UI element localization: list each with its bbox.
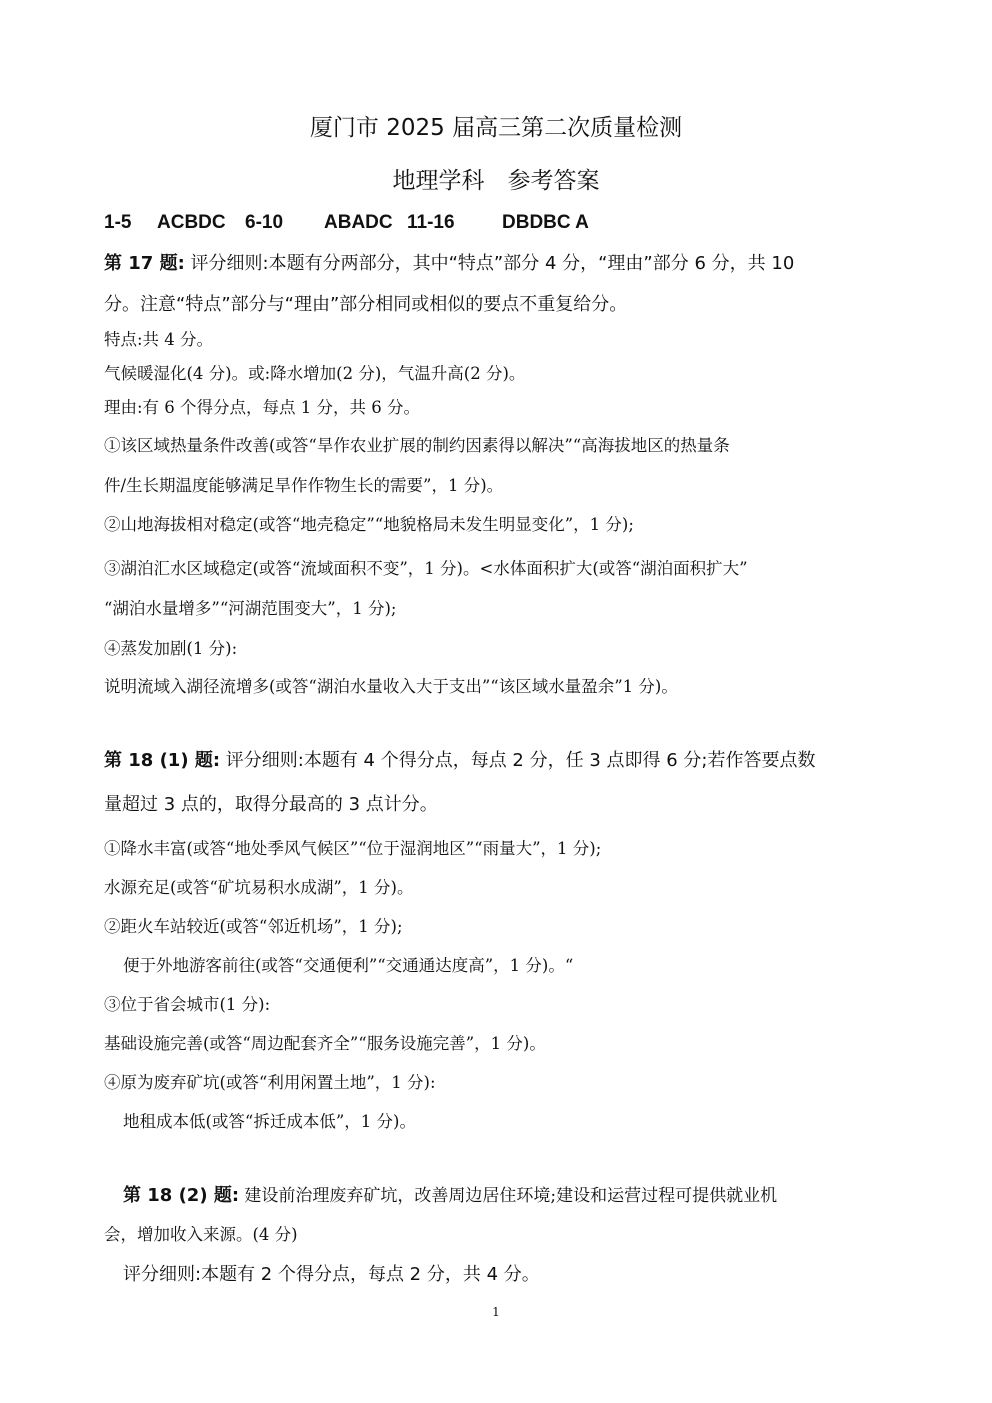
q17-reason-header: 理由:有 6 个得分点，每点 1 分，共 6 分。 (104, 398, 421, 417)
q17-point2: ②山地海拔相对稳定(或答“地壳稳定”“地貌格局未发生明显变化”，1 分); (104, 515, 634, 534)
q17-trait-header: 特点:共 4 分。 (104, 330, 214, 349)
q18-2-answer-line1 (123, 1187, 777, 1205)
q18-1-rubric-text: 评分细则:本题有 4 个得分点，每点 2 分，任 3 点即得 6 分;若作答要点数 (220, 750, 816, 771)
page-number: 1 (492, 1305, 500, 1319)
q18-2-rubric: 评分细则:本题有 2 个得分点，每点 2 分，共 4 分。 (123, 1264, 540, 1285)
q18-2-answer-text: 建设前治理废弃矿坑，改善周边居住环境;建设和运营过程可提供就业机 (239, 1186, 778, 1206)
answer-range-1: 1-5 (104, 212, 132, 233)
q17-label: 第 17 题: (104, 253, 185, 274)
q18-2-answer-line2: 会，增加收入来源。(4 分) (104, 1225, 298, 1244)
page-title: 厦门市 2025 届高三第二次质量检测 (309, 115, 683, 141)
q17-trait-answer: 气候暖湿化(4 分)。或:降水增加(2 分)，气温升高(2 分)。 (104, 364, 526, 383)
q18-1-point2-detail: 便于外地游客前往(或答“交通便利”“交通通达度高”，1 分)。“ (123, 956, 574, 975)
q18-1-point2: ②距火车站较近(或答“邻近机场”，1 分); (104, 917, 403, 936)
q17-point1-line2: 件/生长期温度能够满足旱作作物生长的需要”，1 分)。 (104, 476, 504, 495)
q17-point4-detail: 说明流域入湖径流增多(或答“湖泊水量收入大于支出”“该区域水量盈余”1 分)。 (104, 677, 678, 696)
answer-range-3: 11-16 (407, 212, 455, 233)
q17-rubric-line1 (104, 255, 794, 273)
answer-keys-1: ACBDC (157, 212, 226, 233)
q18-1-point3: ③位于省会城市(1 分): (104, 995, 271, 1014)
q18-1-rubric-line2: 量超过 3 点的，取得分最高的 3 点计分。 (104, 794, 438, 815)
q18-1-point3-detail: 基础设施完善(或答“周边配套齐全”“服务设施完善”，1 分)。 (104, 1034, 546, 1053)
q17-point3-line2: “湖泊水量增多”“河湖范围变大”，1 分); (104, 599, 397, 618)
page-subtitle: 地理学科 参考答案 (392, 168, 600, 194)
answer-keys-2: ABADC (324, 212, 393, 233)
q18-2-label: 第 18 (2) 题: (123, 1185, 240, 1206)
q18-1-rubric-line1 (104, 752, 815, 770)
answer-range-2: 6-10 (245, 212, 284, 233)
q17-point3-line1: ③湖泊汇水区域稳定(或答“流域面积不变”，1 分)。<水体面积扩大(或答“湖泊面积扩大” (104, 559, 748, 578)
answer-keys-3: DBDBC A (502, 212, 589, 233)
q18-1-point1-detail: 水源充足(或答“矿坑易积水成湖”，1 分)。 (104, 878, 414, 897)
q18-1-point4-detail: 地租成本低(或答“拆迁成本低”，1 分)。 (123, 1112, 416, 1131)
q17-point4: ④蒸发加剧(1 分): (104, 639, 238, 658)
choice-answers (104, 213, 589, 232)
q17-rubric-line2: 分。注意“特点”部分与“理由”部分相同或相似的要点不重复给分。 (104, 294, 628, 315)
q18-1-label: 第 18 (1) 题: (104, 750, 221, 771)
q18-1-point1: ①降水丰富(或答“地处季风气候区”“位于湿润地区”“雨量大”，1 分); (104, 839, 602, 858)
q17-point1-line1: ①该区域热量条件改善(或答“旱作农业扩展的制约因素得以解决”“高海拔地区的热量条 (104, 436, 730, 455)
q17-rubric-text: 评分细则:本题有分两部分，其中“特点”部分 4 分，“理由”部分 6 分，共 10 (184, 253, 795, 274)
q18-1-point4: ④原为废弃矿坑(或答“利用闲置土地”，1 分): (104, 1073, 436, 1092)
